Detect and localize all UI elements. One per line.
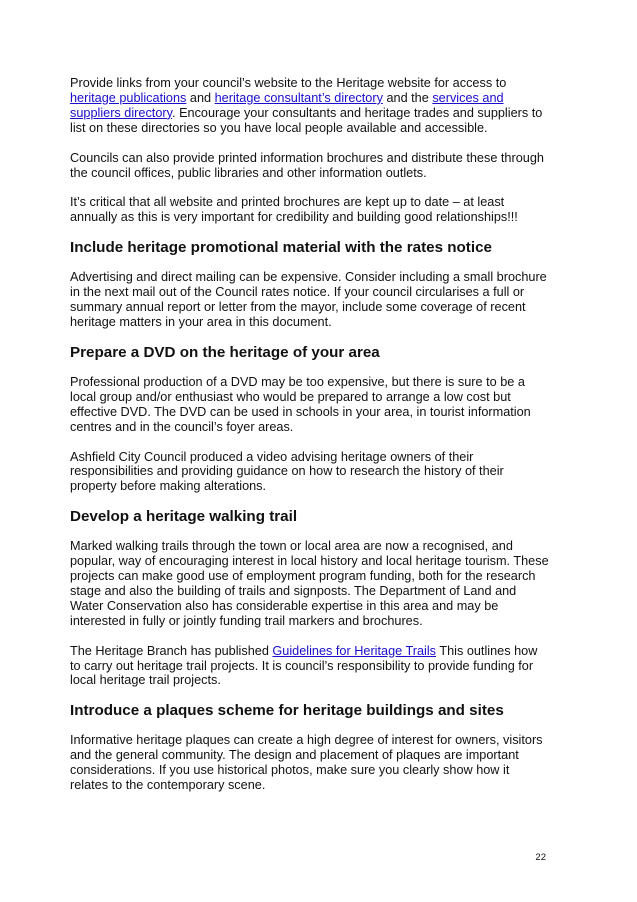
paragraph-text: and xyxy=(186,90,215,105)
link-heritage-consultants-directory[interactable]: heritage consultant’s directory xyxy=(214,90,383,105)
paragraph-advertising: Advertising and direct mailing can be expensive. Consider including a small brochure in the next mail out of the Council rates notice. If your council circularises a full or summary annual report or letter from the mayor, include some coverage of recent heritage matters in your area in this document. xyxy=(70,270,547,329)
heading-walking-trail: Develop a heritage walking trail xyxy=(70,508,298,526)
paragraph-text: The Heritage Branch has published xyxy=(70,643,273,658)
heading-rates-notice: Include heritage promotional material with the rates notice xyxy=(70,239,492,257)
paragraph-heritage-links xyxy=(70,76,550,136)
link-guidelines-heritage-trails[interactable]: Guidelines for Heritage Trails xyxy=(272,643,437,658)
paragraph-dvd-production: Professional production of a DVD may be too expensive, but there is sure to be a local group and/or enthusiast who would be prepared to arrange a low cost but effective DVD. The DVD can be used in schools in your area, in tourist information centres and in the council’s foyer areas. xyxy=(70,374,531,434)
paragraph-text: Provide links from your council’s website to the Heritage website for access to xyxy=(70,76,507,90)
page-number: 22 xyxy=(535,852,546,863)
heading-plaques-scheme: Introduce a plaques scheme for heritage buildings and sites xyxy=(70,702,504,720)
document-body xyxy=(70,76,550,793)
paragraph-walking-trails: Marked walking trails through the town or local area are now a recognised, and popular, way of encouraging interest in local history and local heritage tourism. These projects can make good use of employment program funding, both for the research stage and also the building of trails and signposts. The Department of Land and Water Conservation also has considerable expertise in this area and may be interested in fully or jointly funding trail markers and brochures. xyxy=(70,539,549,628)
paragraph-printed-brochures: Councils can also provide printed information brochures and distribute these through the council offices, public libraries and other information outlets. xyxy=(70,150,544,180)
paragraph-ashfield-video: Ashfield City Council produced a video advising heritage owners of their responsibilities and providing guidance on how to research the history of their property before making alterations. xyxy=(70,449,504,494)
paragraph-text: and the xyxy=(382,90,433,105)
paragraph-trail-guidelines xyxy=(70,644,550,689)
paragraph-keep-up-to-date: It’s critical that all website and printed brochures are kept up to date – at least annually as this is very important for credibility and building good relationships!!! xyxy=(70,195,518,225)
paragraph-heritage-plaques: Informative heritage plaques can create a high degree of interest for owners, visitors and the general community. The design and placement of plaques are important considerations. If you use historical photos, make sure you clearly show how it relates to the contemporary scene. xyxy=(70,733,543,793)
heading-dvd: Prepare a DVD on the heritage of your area xyxy=(70,343,380,361)
link-heritage-publications[interactable]: heritage publications xyxy=(70,90,187,105)
paragraph-text: This outlines how to carry out heritage trail projects. It is council’s responsibility to provide funding for local heritage trail projects. xyxy=(70,643,538,688)
link-services-suppliers-directory[interactable]: services and suppliers directory xyxy=(70,90,504,120)
paragraph-text: . Encourage your consultants and heritage trades and suppliers to list on these directories so you have local people available and accessible. xyxy=(70,105,543,135)
